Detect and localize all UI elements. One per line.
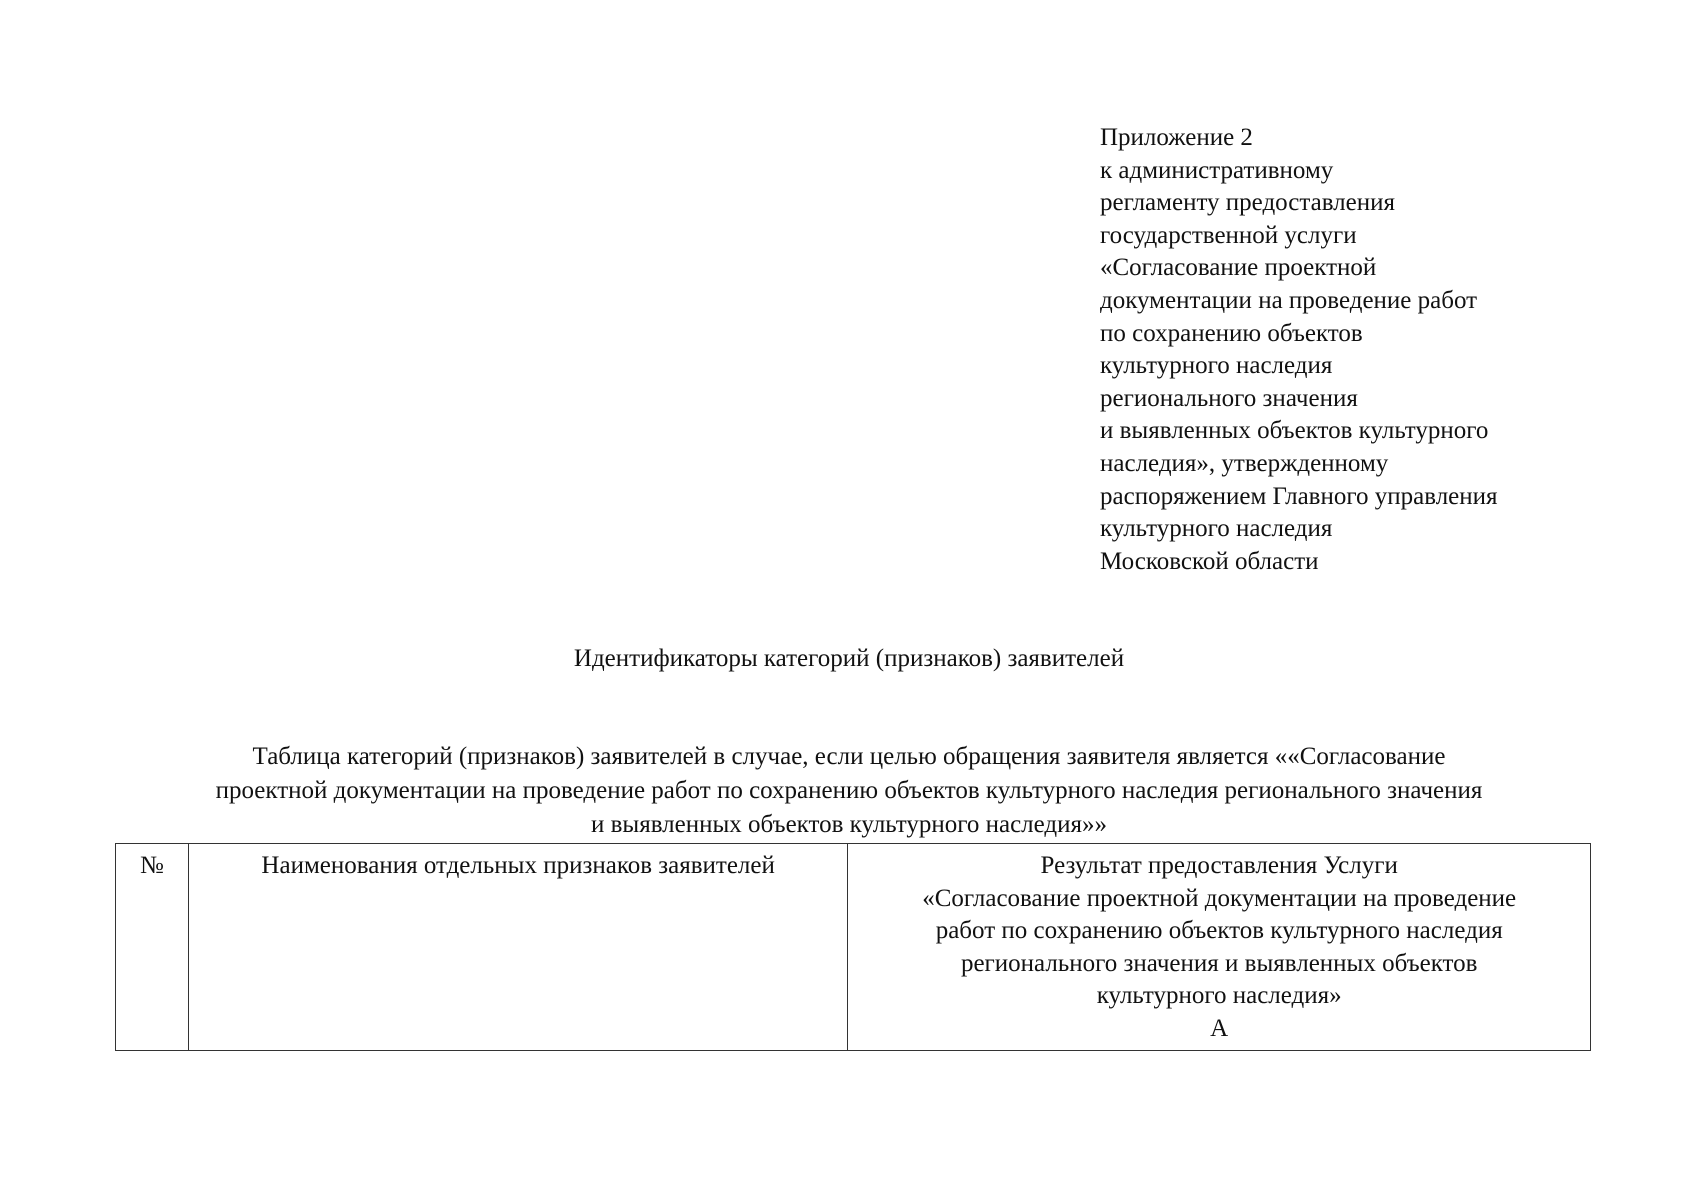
annex-line: по сохранению объектов <box>1100 319 1363 347</box>
annex-line: регламенту предоставления <box>1100 189 1396 217</box>
header-applicant-attributes: Наименования отдельных признаков заявителей <box>188 844 848 1051</box>
applicant-categories-table <box>115 843 1591 1051</box>
header-result-code: А <box>1210 1014 1229 1042</box>
annex-line: культурного наследия <box>1100 515 1333 543</box>
header-result-line: «Согласование проектной документации на проведение <box>922 884 1517 912</box>
annex-line: культурного наследия <box>1100 352 1333 380</box>
table-caption-line: Таблица категорий (признаков) заявителей в случае, если целью обращения заявителя является ««Согласование <box>252 743 1446 770</box>
annex-line: Московской области <box>1100 547 1319 575</box>
table-header-row <box>116 844 1591 1051</box>
header-service-result <box>848 844 1591 1051</box>
annex-line: регионального значения <box>1100 384 1358 412</box>
annex-line: к административному <box>1100 156 1334 184</box>
annex-line: «Согласование проектной <box>1100 254 1377 282</box>
annex-reference <box>1100 122 1498 578</box>
document-title: Идентификаторы категорий (признаков) заявителей <box>573 645 1125 672</box>
annex-line: распоряжением Главного управления <box>1100 482 1498 510</box>
annex-line: Приложение 2 <box>1100 124 1253 151</box>
annex-line: наследия», утвержденному <box>1100 449 1389 477</box>
header-result-line: культурного наследия» <box>1096 982 1342 1010</box>
header-result-line: работ по сохранению объектов культурного наследия <box>935 917 1503 945</box>
annex-line: и выявленных объектов культурного <box>1100 417 1489 445</box>
table-caption-line: проектной документации на проведение работ по сохранению объектов культурного наследия регионального значения <box>215 777 1483 804</box>
header-result-line: регионального значения и выявленных объектов <box>960 949 1478 977</box>
table-caption-line: и выявленных объектов культурного наследия»» <box>590 811 1108 838</box>
table-caption <box>120 740 1578 842</box>
annex-line: государственной услуги <box>1100 221 1357 249</box>
header-result-line: Результат предоставления Услуги <box>1040 852 1398 879</box>
header-number: № <box>116 844 189 1051</box>
annex-line: документации на проведение работ <box>1100 286 1478 314</box>
